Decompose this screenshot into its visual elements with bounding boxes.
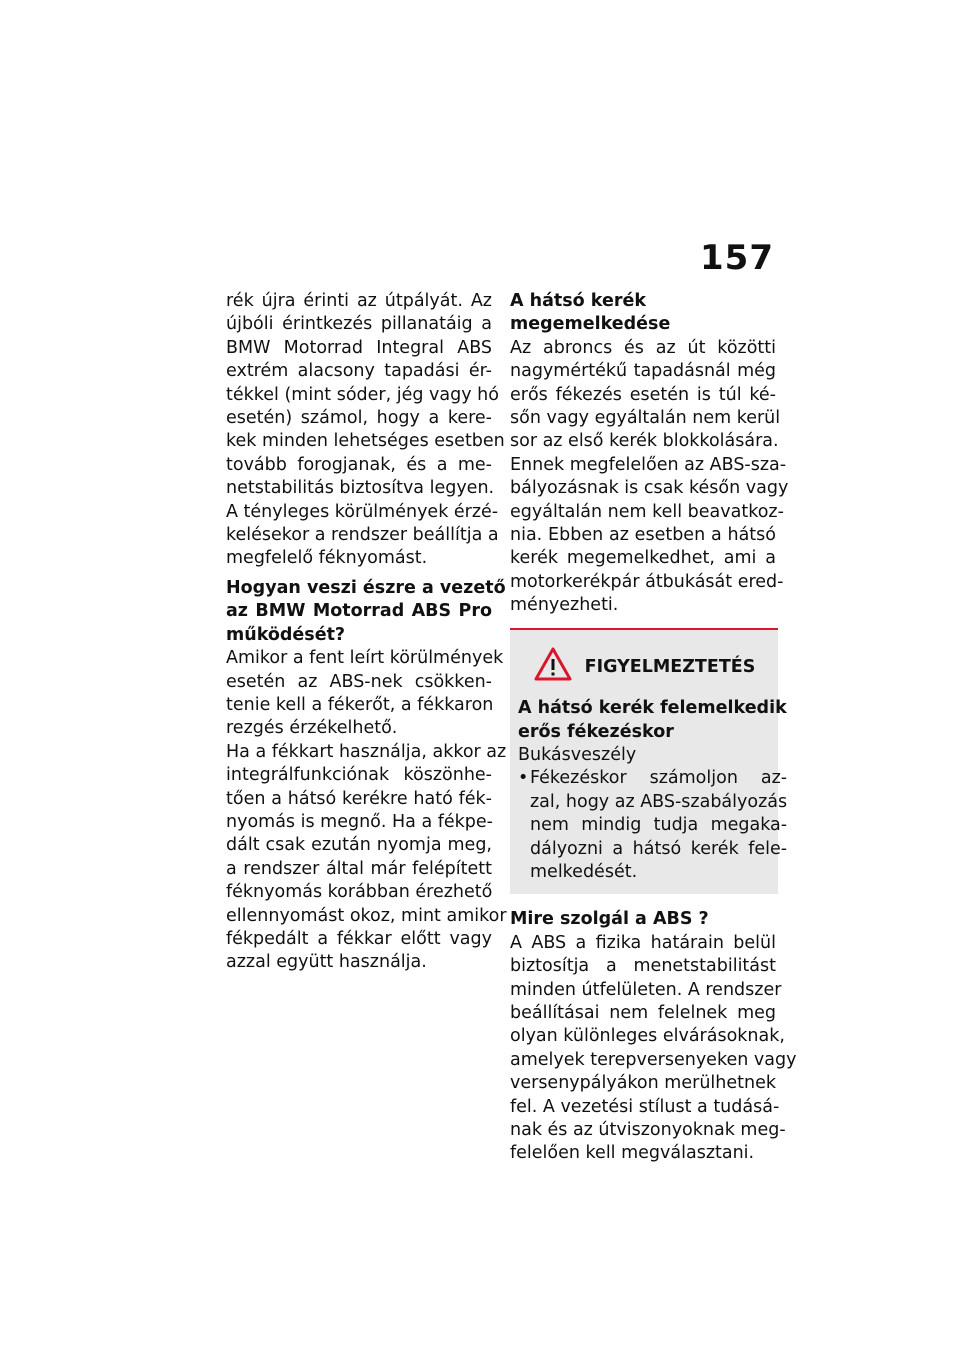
text-line: Ennek megfelelően az ABS-sza- <box>510 454 787 475</box>
text-line: Ha a fékkart használja, akkor az <box>226 741 507 762</box>
warning-subheading <box>518 697 787 744</box>
right-column <box>510 290 797 1166</box>
text-line: tően a hátsó kerékre ható fék- <box>226 788 492 809</box>
warning-bullet <box>518 767 788 884</box>
text-line: nyomás is megnő. Ha a fékpe- <box>226 811 493 832</box>
text-line: beállításai nem felelnek meg <box>510 1002 776 1023</box>
text-line: motorkerékpár átbukását ered- <box>510 571 784 592</box>
text-line: A ABS a fizika határain belül <box>510 932 776 953</box>
text-line: kerék megemelkedhet, ami a <box>510 548 776 569</box>
paragraph-integral-function <box>226 741 507 975</box>
paragraph-abs-intervention <box>226 290 505 571</box>
text-line: kelésekor a rendszer beállítja a <box>226 525 499 546</box>
heading-line: működését? <box>226 624 346 645</box>
warning-box <box>510 628 788 895</box>
warning-danger-text: Bukásveszély <box>518 744 637 765</box>
heading-line: megemelkedése <box>510 314 671 335</box>
heading-line: A hátsó kerék felemelkedik <box>518 698 787 719</box>
text-line: ményezheti. <box>510 595 619 616</box>
text-line: melkedését. <box>530 861 638 882</box>
section-heading-driver-notice <box>226 577 506 647</box>
text-line: nia. Ebben az esetben a hátsó <box>510 525 776 546</box>
section-heading-abs-purpose <box>510 908 776 931</box>
heading-line: A hátsó kerék <box>510 291 646 311</box>
text-line: Fékezéskor számoljon az- <box>530 768 788 789</box>
text-line: rezgés érzékelhető. <box>226 718 398 739</box>
page-number: 157 <box>700 238 774 278</box>
text-line: fel. A vezetési stílust a tudásá- <box>510 1096 780 1117</box>
text-line: integrálfunkciónak köszönhe- <box>226 765 492 786</box>
text-line: esetén az ABS-nek csökken- <box>226 671 492 692</box>
text-line: biztosítja a menetstabilitást <box>510 956 776 977</box>
text-line: rék újra érinti az útpályát. Az <box>226 291 492 311</box>
text-line: sőn vagy egyáltalán nem kerül <box>510 408 781 429</box>
section-heading-rear-wheel-lift <box>510 290 776 337</box>
paragraph-abs-purpose <box>510 932 797 1166</box>
text-line: tenie kell a fékerőt, a fékkaron <box>226 694 494 715</box>
left-column <box>226 290 507 975</box>
heading-line: Hogyan veszi észre a vezető <box>226 577 506 598</box>
text-line: kek minden lehetséges esetben <box>226 431 505 452</box>
text-line: újbóli érintkezés pillanatáig a <box>226 314 492 335</box>
text-line: a rendszer által már felépített <box>226 858 492 879</box>
text-line: bályozásnak is csak későn vagy <box>510 478 789 499</box>
text-line: dált csak ezután nyomja meg, <box>226 835 492 856</box>
warning-header <box>518 646 770 689</box>
text-line: dályozni a hátsó kerék fele- <box>530 838 788 859</box>
text-line: zal, hogy az ABS-szabályozás <box>530 791 788 812</box>
text-line: minden útfelületen. A rendszer <box>510 979 782 1000</box>
text-line: tékkel (mint sóder, jég vagy hó <box>226 384 499 405</box>
paragraph-rear-wheel-lift <box>510 337 789 618</box>
text-line: Az abroncs és az út közötti <box>510 337 776 358</box>
text-line: netstabilitás biztosítva legyen. <box>226 478 495 499</box>
text-line: olyan különleges elvárásoknak, <box>510 1026 785 1047</box>
text-line: tovább forogjanak, és a me- <box>226 454 492 475</box>
text-line: Amikor a fent leírt körülmények <box>226 648 504 669</box>
text-line: BMW Motorrad Integral ABS <box>226 337 492 358</box>
text-line: ellennyomást okoz, mint amikor <box>226 905 507 926</box>
bullet-dot: • <box>518 768 529 789</box>
heading-line: erős fékezéskor <box>518 721 674 742</box>
text-line: nem mindig tudja megaka- <box>530 815 788 836</box>
text-line: esetén) számol, hogy a kere- <box>226 408 492 429</box>
text-line: nak és az útviszonyoknak meg- <box>510 1120 786 1140</box>
heading-line: az BMW Motorrad ABS Pro <box>226 601 492 622</box>
heading-line: Mire szolgál a ABS ? <box>510 909 709 930</box>
text-line: megfelelő féknyomást. <box>226 548 428 569</box>
paragraph-lever-vibration <box>226 647 504 741</box>
text-line: A tényleges körülmények érzé- <box>226 501 499 522</box>
text-line: sor az első kerék blokkolására. <box>510 431 779 452</box>
warning-title: FIGYELMEZTETÉS <box>584 656 756 677</box>
text-line: nagymértékű tapadásnál még <box>510 361 776 382</box>
text-line: amelyek terepversenyeken vagy <box>510 1049 797 1070</box>
text-line: versenypályákon merülhetnek <box>510 1073 776 1094</box>
text-line: felelően kell megválasztani. <box>510 1143 755 1164</box>
text-line: erős fékezés esetén is túl ké- <box>510 384 776 405</box>
warning-triangle-icon <box>533 646 573 689</box>
text-line: egyáltalán nem kell beavatkoz- <box>510 501 784 522</box>
text-line: extrém alacsony tapadási ér- <box>226 361 492 382</box>
text-line: azzal együtt használja. <box>226 952 427 973</box>
bullet-text <box>530 767 787 884</box>
text-line: féknyomás korábban érezhető <box>226 882 493 903</box>
text-line: fékpedált a fékkar előtt vagy <box>226 928 492 949</box>
